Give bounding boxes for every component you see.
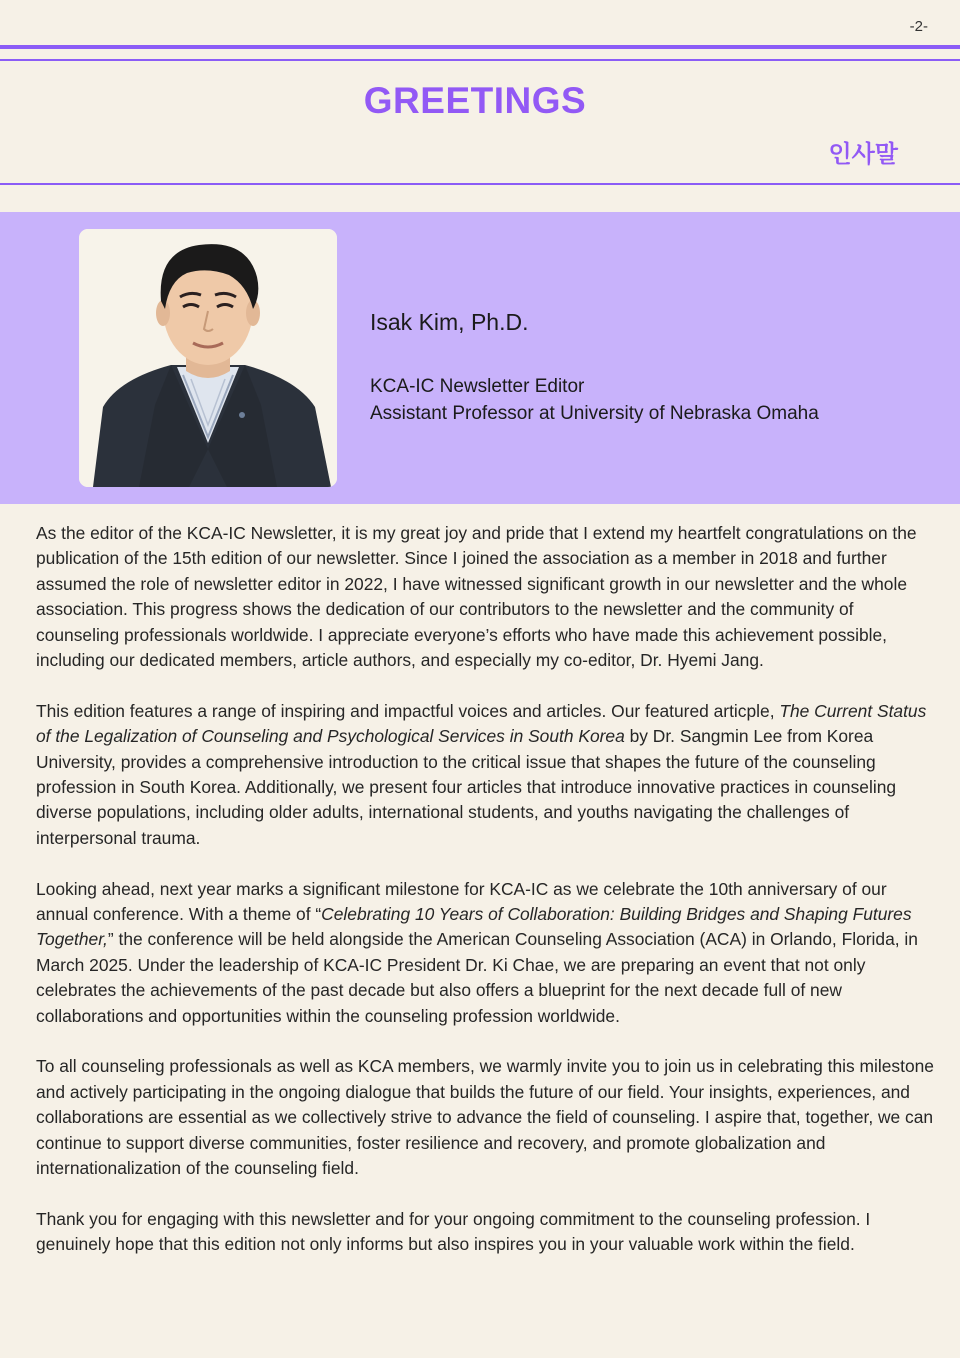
profile-role-professor: Assistant Professor at University of Nebraska Omaha [370,403,819,424]
profile-role-editor: KCA-IC Newsletter Editor [370,376,585,397]
paragraph-2-part-b: by Dr. Sangmin Lee from Korea University, provides a comprehensive introduction to the critical issue that shapes the future of the counseling profession in South Korea. Additionally, we present four articles that introduce innovative practices in counseling diverse populations, including older adults, international students, and youths navigating the challenges of interpersonal trauma. [36,726,897,848]
conference-theme: Celebrating 10 Years of Collaboration: Building Bridges and Shaping Futures Together, [36,904,912,950]
header-rule-bottom [0,183,960,185]
paragraph-2-part-a: This edition features a range of inspiring and impactful voices and articles. Our featured articple, [36,700,780,721]
page-subtitle-korean: 인사말 [828,141,898,168]
profile-roles [370,373,819,427]
page-number: -2- [909,18,928,35]
portrait-photo [79,229,337,487]
header-rule-secondary [0,59,960,61]
paragraph-3 [36,877,940,1029]
portrait-illustration [79,229,337,487]
greeting-body [36,521,940,1258]
paragraph-3-part-a: Looking ahead, next year marks a significant milestone for KCA-IC as we celebrate the 10th anniversary of our annual conference. With a theme of “ [36,878,887,925]
featured-article-title: The Current Status of the Legalization of Counseling and Psychological Services in South Korea [36,700,927,747]
paragraph-1: As the editor of the KCA-IC Newsletter, it is my great joy and pride that I extend my heartfelt congratulations on the publication of the 15th edition of our newsletter. Since I joined the association as a member in 2018 and further assumed the role of newsletter editor in 2022, I have witnessed significant growth in our newsletter and the whole association. This progress shows the dedication of our contributors to the newsletter and the community of counseling professionals worldwide. I appreciate everyone’s efforts who have made this achievement possible, including our dedicated members, article authors, and especially my co-editor, Dr. Hyemi Jang. [36,523,917,671]
paragraph-4: To all counseling professionals as well as KCA members, we warmly invite you to join us in celebrating this milestone and actively participating in the ongoing dialogue that builds the future of our field. Your insights, experiences, and collaborations are essential as we collectively strive to advance the field of counseling. I aspire that, together, we can continue to support diverse communities, foster resilience and recovery, and promote globalization and internationalization of the counseling field. [36,1056,934,1179]
header-rule-top [0,45,960,49]
paragraph-2 [36,699,940,851]
page-title: GREETINGS [363,80,587,121]
paragraph-5: Thank you for engaging with this newsletter and for your ongoing commitment to the counseling profession. I genuinely hope that this edition not only informs but also inspires you in your valuable work within the field. [36,1208,871,1255]
paragraph-3-part-b: ” the conference will be held alongside the American Counseling Association (ACA) in Orlando, Florida, in March 2025. Under the leadership of KCA-IC President Dr. Ki Chae, we are preparing an event that not only celebrates the achievements of the past decade but also offers a blueprint for the next decade full of new collaborations and opportunities within the counseling profession worldwide. [36,929,918,1026]
profile-name: Isak Kim, Ph.D. [370,309,529,335]
